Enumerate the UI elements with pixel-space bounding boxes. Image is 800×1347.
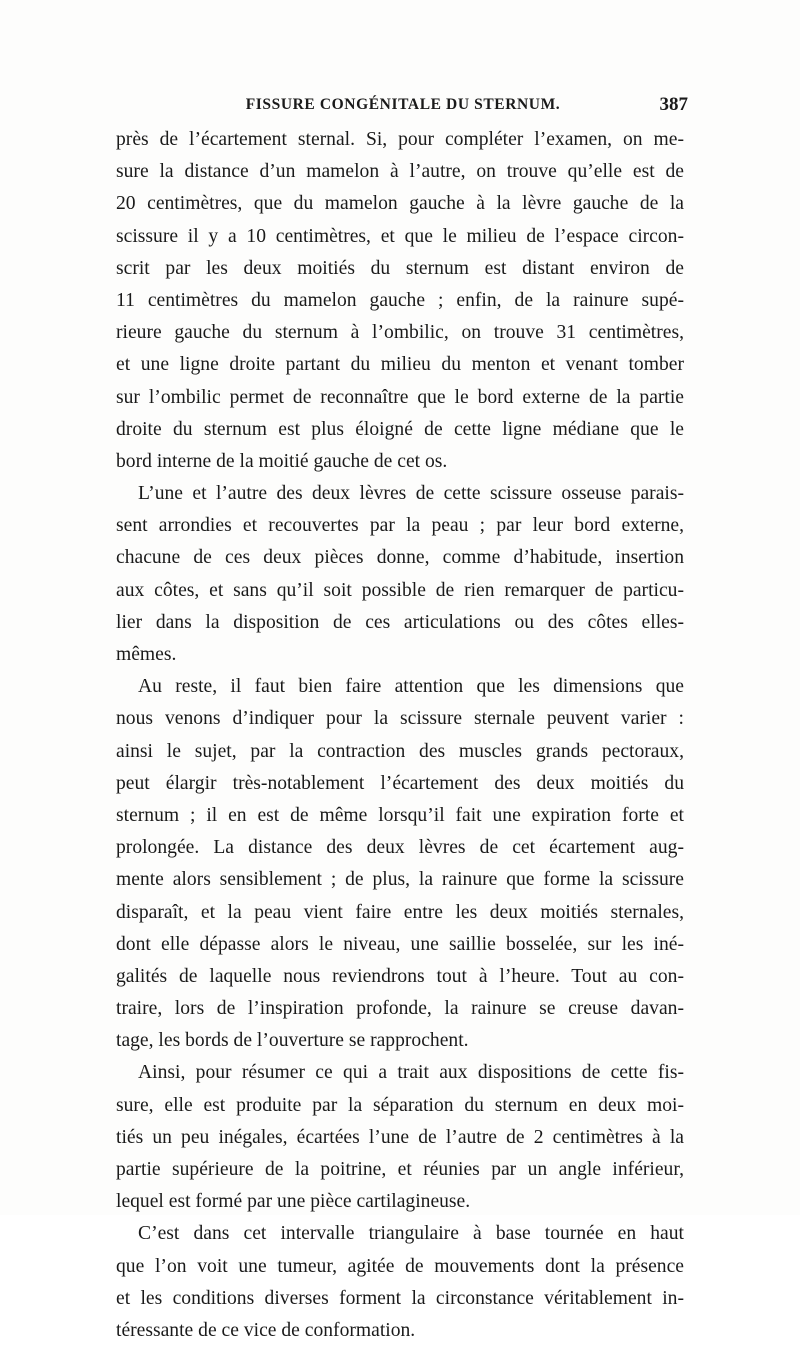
text-line: partie supérieure de la poitrine, et réunies par un angle inférieur, bbox=[116, 1159, 684, 1180]
paragraph bbox=[116, 478, 684, 671]
text-line: disparaît, et la peau vient faire entre les deux moitiés sternales, bbox=[116, 901, 684, 923]
text-line: près de l’écartement sternal. Si, pour compléter l’examen, on me- bbox=[116, 129, 684, 150]
text-line: ainsi le sujet, par la contraction des muscles grands pectoraux, bbox=[116, 740, 684, 762]
page-header bbox=[118, 94, 688, 122]
text-line: lier dans la disposition de ces articulations ou des côtes elles- bbox=[116, 611, 684, 633]
text-line: nous venons d’indiquer pour la scissure sternale peuvent varier : bbox=[116, 708, 684, 730]
paragraph bbox=[116, 124, 684, 478]
text-line: L’une et l’autre des deux lèvres de cette scissure osseuse parais- bbox=[138, 483, 684, 505]
text-line: dont elle dépasse alors le niveau, une saillie bosselée, sur les iné- bbox=[116, 933, 684, 955]
text-line: sur l’ombilic permet de reconnaître que le bord externe de la partie bbox=[116, 386, 684, 408]
text-line: traire, lors de l’inspiration profonde, la rainure se creuse davan- bbox=[116, 998, 684, 1020]
text-line: chacune de ces deux pièces donne, comme d’habitude, insertion bbox=[116, 547, 684, 569]
text-line: bord interne de la moitié gauche de cet os. bbox=[116, 450, 448, 472]
text-line: sent arrondies et recouvertes par la peau ; par leur bord externe, bbox=[116, 515, 684, 537]
text-line: et les conditions diverses forment la circonstance véritablement in- bbox=[116, 1287, 684, 1309]
text-line: sure, elle est produite par la séparation du sternum en deux moi- bbox=[116, 1094, 684, 1116]
text-line: scissure il y a 10 centimètres, et que le milieu de l’espace circon- bbox=[116, 225, 684, 247]
text-line: Ainsi, pour résumer ce qui a trait aux dispositions de cette fis- bbox=[138, 1062, 684, 1084]
text-line: prolongée. La distance des deux lèvres de cet écartement aug- bbox=[116, 837, 684, 859]
text-line: Au reste, il faut bien faire attention que les dimensions que bbox=[138, 676, 684, 698]
text-line: que l’on voit une tumeur, agitée de mouvements dont la présence bbox=[116, 1255, 684, 1277]
text-line: aux côtes, et sans qu’il soit possible de rien remarquer de particu- bbox=[116, 579, 684, 601]
text-line: rieure gauche du sternum à l’ombilic, on trouve 31 centimètres, bbox=[116, 322, 684, 344]
text-line: galités de laquelle nous reviendrons tout à l’heure. Tout au con- bbox=[116, 965, 684, 987]
text-line: sternum ; il en est de même lorsqu’il fait une expiration forte et bbox=[116, 804, 684, 826]
text-line: peut élargir très-notablement l’écartement des deux moitiés du bbox=[116, 772, 684, 794]
text-line: lequel est formé par une pièce cartilagineuse. bbox=[116, 1191, 471, 1213]
text-line: C’est dans cet intervalle triangulaire à base tournée en haut bbox=[138, 1223, 684, 1245]
paragraph bbox=[116, 1057, 684, 1218]
text-line: scrit par les deux moitiés du sternum est distant environ de bbox=[116, 257, 684, 279]
text-line: droite du sternum est plus éloigné de cette ligne médiane que le bbox=[116, 418, 684, 440]
text-line: tage, les bords de l’ouverture se rapprochent. bbox=[116, 1030, 469, 1052]
paragraph bbox=[116, 671, 684, 1057]
text-line: mente alors sensiblement ; de plus, la rainure que forme la scissure bbox=[116, 869, 684, 891]
running-title: FISSURE CONGÉNITALE DU STERNUM. bbox=[245, 96, 561, 113]
body-text bbox=[116, 124, 684, 1347]
text-line: sure la distance d’un mamelon à l’autre, on trouve qu’elle est de bbox=[116, 161, 684, 183]
text-line: téressante de ce vice de conformation. bbox=[116, 1319, 416, 1341]
text-line: mêmes. bbox=[116, 644, 177, 665]
text-line: 11 centimètres du mamelon gauche ; enfin, de la rainure supé- bbox=[116, 289, 684, 311]
page-number: 387 bbox=[659, 94, 688, 115]
text-line: tiés un peu inégales, écartées l’une de l’autre de 2 centimètres à la bbox=[116, 1126, 684, 1148]
text-line: et une ligne droite partant du milieu du menton et venant tomber bbox=[116, 354, 684, 376]
paragraph bbox=[116, 1218, 684, 1347]
text-line: 20 centimètres, que du mamelon gauche à la lèvre gauche de la bbox=[116, 193, 684, 215]
